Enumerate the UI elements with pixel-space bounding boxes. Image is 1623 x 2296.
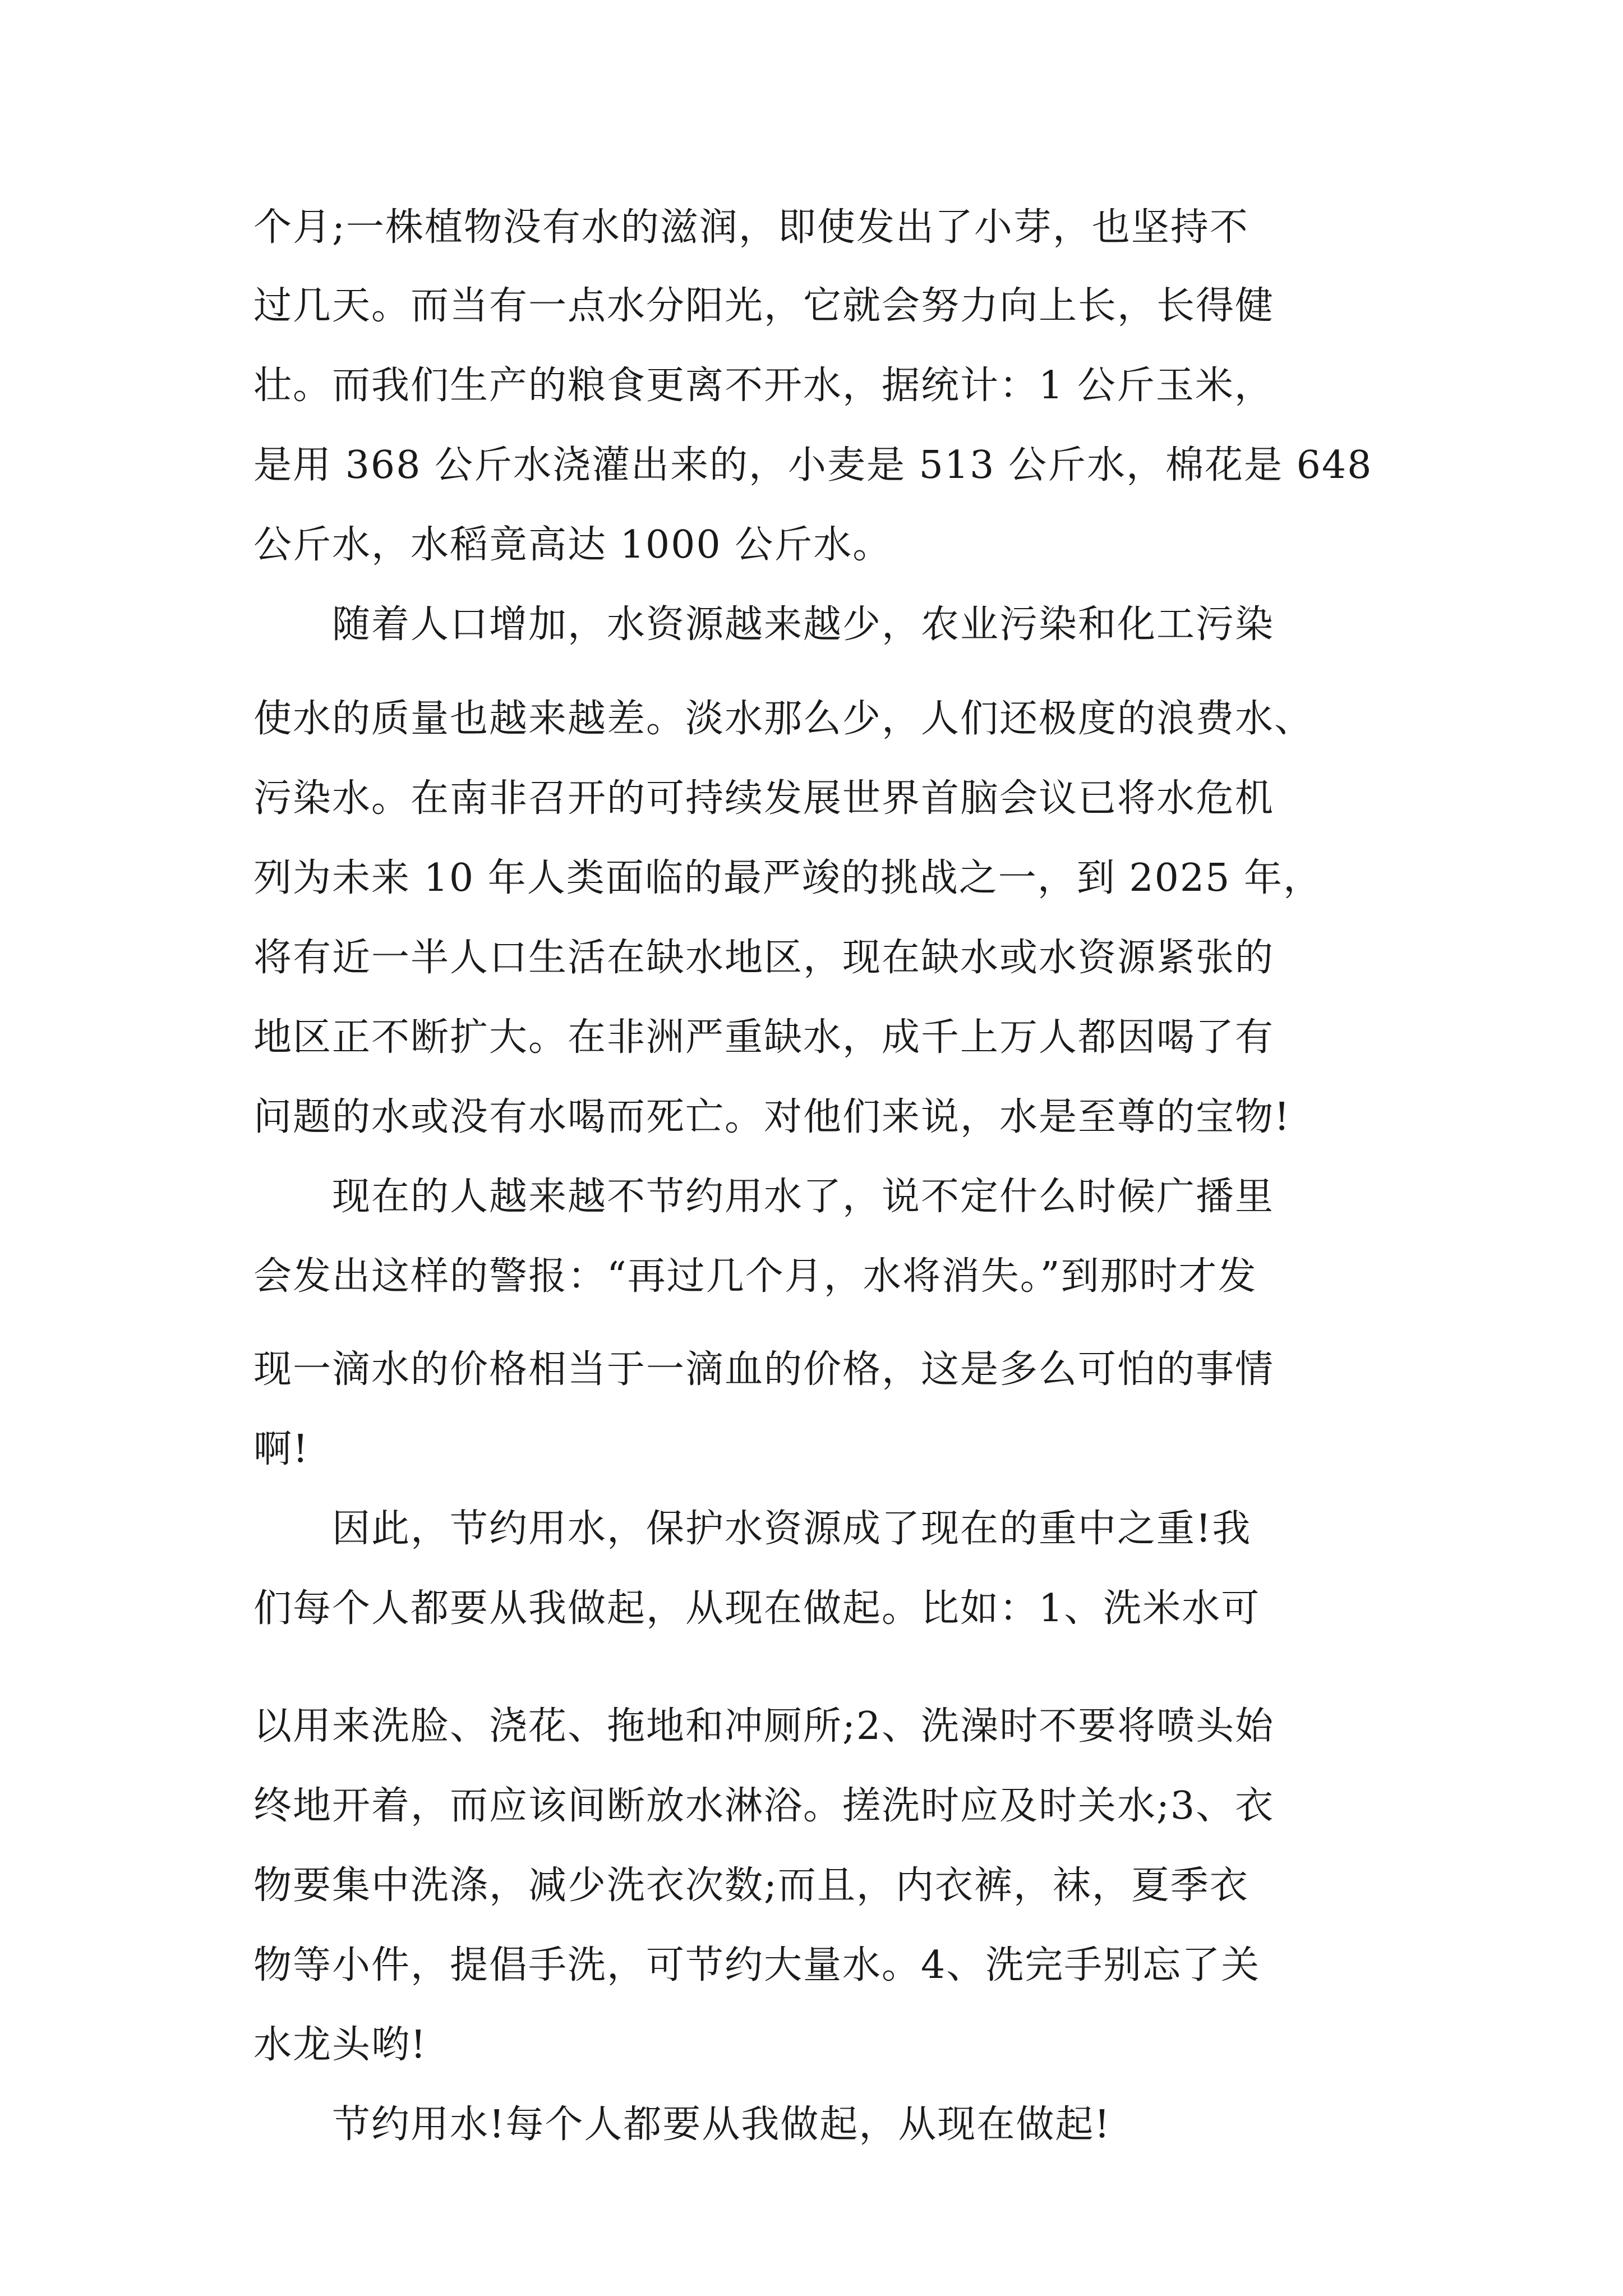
paragraph-line: 列为未来 10 年人类面临的最严竣的挑战之一，到 2025 年， (253, 856, 1323, 900)
paragraph-line: 使水的质量也越来越差。淡水那么少，人们还极度的浪费水、 (253, 697, 1314, 741)
paragraph-line: 以用来洗脸、浇花、拖地和冲厕所;2、洗澡时不要将喷头始 (253, 1704, 1275, 1749)
paragraph-line: 随着人口增加，水资源越来越少，农业污染和化工污染 (332, 602, 1275, 647)
paragraph-line: 因此，节约用水，保护水资源成了现在的重中之重!我 (332, 1507, 1252, 1551)
paragraph-line: 污染水。在南非召开的可持续发展世界首脑会议已将水危机 (253, 776, 1275, 821)
paragraph-line: 节约用水!每个人都要从我做起，从现在做起! (332, 2102, 1111, 2147)
paragraph-line: 公斤水，水稻竟高达 1000 公斤水。 (253, 523, 892, 567)
paragraph-line: 物要集中洗涤，减少洗衣次数;而且，内衣裤，袜，夏季衣 (253, 1864, 1249, 1908)
paragraph-line: 过几天。而当有一点水分阳光，它就会努力向上长，长得健 (253, 284, 1275, 328)
paragraph-line: 问题的水或没有水喝而死亡。对他们来说，水是至尊的宝物! (253, 1095, 1291, 1139)
paragraph-line: 是用 368 公斤水浇灌出来的，小麦是 513 公斤水，棉花是 648 (253, 443, 1373, 487)
paragraph-line: 物等小件，提倡手洗，可节约大量水。4、洗完手别忘了关 (253, 1943, 1261, 1987)
paragraph-line: 现一滴水的价格相当于一滴血的价格，这是多么可怕的事情 (253, 1347, 1275, 1392)
paragraph-line: 现在的人越来越不节约用水了，说不定什么时候广播里 (332, 1175, 1275, 1219)
paragraph-line: 个月;一株植物没有水的滋润，即使发出了小芽，也坚持不 (253, 205, 1249, 250)
paragraph-line: 终地开着，而应该间断放水淋浴。搓洗时应及时关水;3、衣 (253, 1784, 1275, 1828)
paragraph-line: 将有近一半人口生活在缺水地区，现在缺水或水资源紧张的 (253, 936, 1275, 980)
paragraph-line: 啊! (253, 1427, 310, 1471)
paragraph-line: 水龙头哟! (253, 2023, 427, 2067)
paragraph-line: 壮。而我们生产的粮食更离不开水，据统计：1 公斤玉米， (253, 364, 1274, 408)
paragraph-line: 地区正不断扩大。在非洲严重缺水，成千上万人都因喝了有 (253, 1015, 1275, 1060)
paragraph-line: 们每个人都要从我做起，从现在做起。比如：1、洗米水可 (253, 1586, 1261, 1631)
paragraph-line: 会发出这样的警报：“再过几个月，水将消失。”到那时才发 (253, 1254, 1257, 1299)
